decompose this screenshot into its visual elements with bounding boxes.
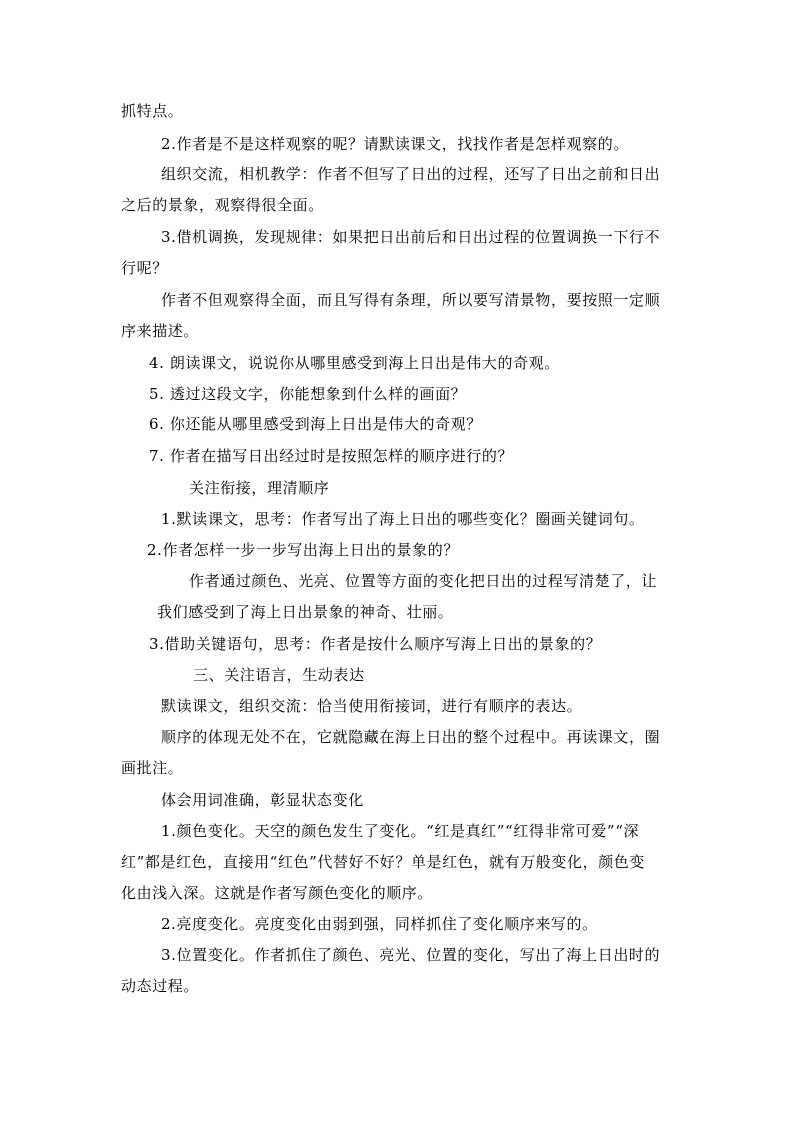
text-line: 作者通过颜色、光亮、位置等方面的变化把日出的过程写清楚了，让: [189, 572, 658, 590]
text-line: 动态过程。: [121, 977, 200, 995]
text-line: 2.亮度变化。亮度变化由弱到强，同样抓住了变化顺序来写的。: [161, 915, 598, 933]
text-line: 1.颜色变化。天空的颜色发生了变化。“红是真红”“红得非常可爱”“深: [161, 822, 640, 840]
text-line: 顺序的体现无处不在，它就隐藏在海上日出的整个过程中。再读课文，圈: [161, 728, 661, 746]
text-line: 5. 透过这段文字，你能想象到什么样的画面？: [149, 385, 467, 403]
text-line: 默读课文，组织交流：恰当使用衔接词，进行有顺序的表达。: [161, 697, 583, 715]
text-line: 6. 你还能从哪里感受到海上日出是伟大的奇观？: [149, 415, 482, 433]
text-line: 红”都是红色，直接用“红色”代替好不好？单是红色，就有万般变化，颜色变: [121, 853, 646, 871]
section-heading: 体会用词准确，彰显状态变化: [161, 791, 364, 809]
text-line: 2.作者是不是这样观察的呢？请默读课文，找找作者是怎样观察的。: [161, 135, 629, 153]
section-heading: 三、关注语言，生动表达: [193, 666, 365, 684]
text-line: 7. 作者在描写日出经过时是按照怎样的顺序进行的？: [149, 447, 514, 465]
section-heading: 关注衔接，理清顺序: [189, 479, 330, 497]
text-line: 抓特点。: [121, 102, 184, 120]
text-line: 3.借助关键语句，思考：作者是按什么顺序写海上日出的景象的？: [149, 635, 602, 653]
text-line: 画批注。: [121, 759, 184, 777]
text-line: 序来描述。: [121, 322, 200, 340]
text-line: 4. 朗读课文，说说你从哪里感受到海上日出是伟大的奇观。: [149, 354, 560, 372]
text-line: 化由浅入深。这就是作者写颜色变化的顺序。: [121, 884, 434, 902]
text-line: 3.借机调换，发现规律：如果把日出前后和日出过程的位置调换一下行不: [161, 228, 661, 246]
text-line: 1.默读课文，思考：作者写出了海上日出的哪些变化？圈画关键词句。: [161, 510, 645, 528]
text-line: 之后的景象，观察得很全面。: [121, 196, 324, 214]
text-line: 2.作者怎样一步一步写出海上日出的景象的？: [147, 541, 459, 559]
text-line: 我们感受到了海上日出景象的神奇、壮丽。: [157, 603, 454, 621]
text-line: 行呢？: [121, 259, 168, 277]
text-line: 作者不但观察得全面，而且写得有条理，所以要写清景物，要按照一定顺: [161, 291, 661, 309]
text-line: 3.位置变化。作者抓住了颜色、亮光、位置的变化，写出了海上日出时的: [161, 946, 661, 964]
text-line: 组织交流，相机教学：作者不但写了日出的过程，还写了日出之前和日出: [161, 165, 661, 183]
